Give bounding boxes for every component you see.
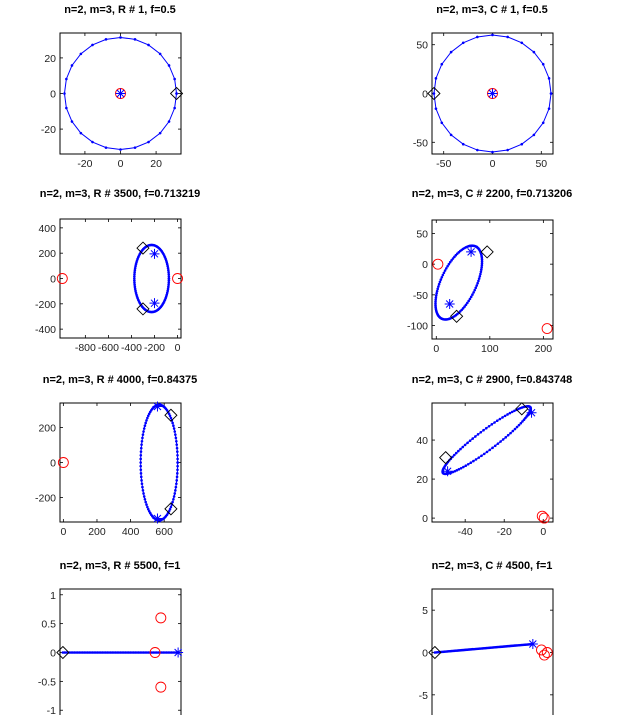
curve-point — [141, 437, 144, 440]
y-tick-label: 0 — [422, 647, 428, 660]
curve-point — [176, 450, 179, 453]
curve-point — [444, 269, 447, 272]
x-tick-label: 0 — [60, 526, 67, 538]
curve-point — [476, 282, 479, 285]
y-tick-label: -1 — [46, 705, 56, 715]
curve-point — [170, 506, 173, 509]
curve-point — [147, 44, 150, 47]
curve-point — [63, 92, 66, 95]
curve-point — [542, 121, 545, 124]
curve-point — [506, 36, 509, 39]
curve-point — [119, 148, 122, 151]
curve-point — [533, 51, 536, 54]
curve-point — [144, 422, 147, 425]
curve-point — [466, 442, 469, 445]
curve-point — [139, 458, 142, 461]
y-tick-label: 50 — [416, 228, 428, 241]
curve-point — [511, 411, 514, 414]
curve-point — [548, 77, 551, 80]
y-tick-label: -50 — [412, 137, 428, 150]
curve-point — [480, 454, 483, 457]
curve-point — [176, 458, 179, 461]
curve-point — [168, 120, 171, 123]
curve-point — [476, 149, 479, 152]
star-marker — [116, 89, 126, 99]
y-tick-label: 400 — [38, 222, 56, 235]
curve-point — [513, 409, 516, 412]
curve-point — [176, 465, 179, 468]
curve-point — [514, 428, 517, 431]
y-tick-label: -100 — [406, 320, 428, 333]
curve-point — [143, 427, 146, 430]
curve-point — [141, 440, 144, 443]
x-tick-label: -20 — [496, 526, 512, 538]
curve-point — [436, 288, 439, 291]
y-tick-label: -400 — [34, 324, 56, 337]
curve-point — [491, 34, 494, 37]
curve-point — [144, 501, 147, 504]
curve-point — [71, 120, 74, 123]
curve-point — [140, 468, 143, 471]
curve-point — [491, 151, 494, 154]
curve-point — [71, 64, 74, 67]
curve-point — [173, 430, 176, 433]
curve-point — [548, 107, 551, 110]
y-tick-label: 200 — [38, 422, 56, 435]
curve-point — [440, 63, 443, 66]
curve-point — [168, 277, 171, 280]
curve-point — [435, 77, 438, 80]
curve-point — [174, 433, 177, 436]
subplot-c4 — [419, 560, 553, 715]
curve-point — [140, 450, 143, 453]
y-tick-label: 0 — [50, 457, 56, 470]
curve-point — [499, 440, 502, 443]
subplot-c2 — [407, 188, 572, 355]
curve-point — [147, 414, 150, 417]
subplot-title: n=2, m=3, C # 4500, f=1 — [431, 560, 553, 572]
curve-point — [504, 436, 507, 439]
curve-point — [462, 41, 465, 44]
curve-point — [482, 429, 485, 432]
curve-point — [65, 78, 68, 81]
curve-point — [491, 423, 494, 426]
curve-point — [472, 460, 475, 463]
curve-point — [450, 51, 453, 54]
curve-point — [134, 146, 137, 149]
y-tick-label: -20 — [40, 124, 56, 137]
curve-point — [474, 435, 477, 438]
y-tick-label: 50 — [416, 39, 428, 52]
star-marker — [528, 639, 538, 649]
curve-point — [173, 107, 176, 110]
curve-point — [502, 438, 505, 441]
curve-point — [455, 452, 458, 455]
y-tick-label: 0 — [50, 88, 56, 101]
subplot-c1 — [413, 4, 553, 170]
axes-box — [432, 220, 553, 339]
curve-point — [493, 421, 496, 424]
curve-point — [520, 143, 523, 146]
curve-point — [441, 276, 444, 279]
star-marker — [152, 402, 162, 412]
curve-point — [169, 508, 172, 511]
curve-point — [144, 498, 147, 501]
curve-point — [146, 417, 149, 420]
curve-point — [139, 465, 142, 468]
curve-point — [488, 449, 491, 452]
curve-point — [471, 293, 474, 296]
curve-point — [477, 456, 480, 459]
curve-point — [462, 143, 465, 146]
curve-point — [477, 280, 480, 283]
curve-point — [480, 270, 483, 273]
curve-point — [469, 461, 472, 464]
x-tick-label: -40 — [457, 526, 473, 538]
curve-point — [176, 472, 179, 475]
curve-point — [176, 468, 179, 471]
axes-box — [60, 403, 181, 522]
curve-point — [140, 454, 143, 457]
x-tick-label: 200 — [88, 526, 106, 538]
subplot-r4 — [38, 560, 183, 715]
curve-point — [437, 285, 440, 288]
curve-point — [174, 489, 177, 492]
curve-point — [139, 461, 142, 464]
curve-point — [142, 430, 145, 433]
subplot-title: n=2, m=3, R # 1, f=0.5 — [64, 4, 176, 16]
subplot-title: n=2, m=3, C # 2200, f=0.713206 — [411, 188, 573, 200]
curve-point — [168, 64, 171, 67]
curve-point — [159, 132, 162, 135]
curve-point — [173, 492, 176, 495]
x-tick-label: 0 — [174, 342, 181, 354]
curve-point — [479, 431, 482, 434]
curve-point — [507, 434, 510, 437]
y-tick-label: 20 — [44, 52, 56, 65]
axes-box — [60, 219, 181, 338]
curve-point — [173, 495, 176, 498]
curve-point — [483, 453, 486, 456]
curve-point — [172, 498, 175, 501]
curve-point — [469, 439, 472, 442]
curve-point — [488, 425, 491, 428]
y-tick-label: 0 — [422, 513, 428, 526]
curve-point — [509, 412, 512, 415]
y-tick-label: -200 — [34, 298, 56, 311]
curve-point — [176, 476, 179, 479]
curve-point — [435, 107, 438, 110]
star-marker — [152, 514, 162, 524]
curve-point — [485, 427, 488, 430]
curve-point — [140, 443, 143, 446]
curve-point — [142, 433, 145, 436]
subplot-title: n=2, m=3, R # 3500, f=0.713219 — [39, 188, 201, 200]
x-tick-label: -600 — [97, 342, 119, 354]
curve-point — [172, 424, 175, 427]
y-tick-label: 0.5 — [41, 618, 56, 631]
y-tick-label: 0 — [422, 88, 428, 101]
curve-point — [170, 417, 173, 420]
curve-point — [471, 437, 474, 440]
curve-point — [140, 472, 143, 475]
curve-point — [501, 416, 504, 419]
curve-point — [176, 447, 179, 450]
x-tick-label: -200 — [143, 342, 166, 354]
axes-box — [432, 403, 553, 522]
y-tick-label: 1 — [50, 589, 56, 602]
curve-point — [450, 134, 453, 137]
curve-point — [175, 92, 178, 95]
curve-point — [175, 443, 178, 446]
curve-point — [159, 53, 162, 56]
curve-point — [476, 36, 479, 39]
curve-point — [65, 107, 68, 110]
curve-point — [140, 476, 143, 479]
curve-point — [147, 141, 150, 144]
subplot-r3 — [35, 374, 197, 538]
star-marker — [445, 299, 455, 309]
curve-point — [494, 444, 497, 447]
curve-point — [499, 418, 502, 421]
curve-point — [477, 433, 480, 436]
subplot-r2 — [35, 188, 200, 354]
y-tick-label: -200 — [34, 492, 56, 505]
curve-point — [145, 419, 148, 422]
curve-point — [175, 440, 178, 443]
curve-point — [173, 427, 176, 430]
curve-point — [433, 92, 436, 95]
curve-point — [459, 448, 462, 451]
curve-point — [462, 466, 465, 469]
curve-point — [472, 291, 475, 294]
x-tick-label: -400 — [120, 342, 142, 354]
curve-point — [91, 141, 94, 144]
x-tick-label: -20 — [77, 158, 93, 170]
subplot-title: n=2, m=3, R # 5500, f=1 — [59, 560, 181, 572]
curve-point — [504, 415, 507, 418]
curve-point — [438, 283, 441, 286]
curve-point — [105, 146, 108, 149]
y-tick-label: 200 — [38, 248, 56, 261]
curve-point — [479, 275, 482, 278]
curve-point — [464, 464, 467, 467]
curve-point — [518, 424, 521, 427]
curve-point — [542, 63, 545, 66]
subplot-title: n=2, m=3, C # 1, f=0.5 — [436, 4, 548, 16]
x-tick-label: 600 — [155, 526, 173, 538]
x-tick-label: 0 — [540, 526, 547, 538]
curve-point — [119, 36, 122, 39]
y-tick-label: 0 — [50, 647, 56, 660]
curve-point — [436, 290, 439, 293]
curve-point — [145, 503, 148, 506]
curve-point — [475, 284, 478, 287]
subplot-r1 — [41, 4, 183, 170]
curve-point — [467, 463, 470, 466]
curve-point — [176, 454, 179, 457]
x-tick-label: 50 — [535, 158, 548, 170]
curve-point — [140, 447, 143, 450]
curve-point — [176, 461, 179, 464]
curve-point — [496, 419, 499, 422]
x-tick-label: 100 — [481, 343, 499, 355]
y-tick-label: 40 — [416, 435, 428, 448]
x-tick-label: 0 — [117, 158, 124, 170]
star-marker — [443, 466, 453, 476]
curve-point — [141, 482, 144, 485]
curve-point — [550, 92, 553, 95]
star-marker — [527, 408, 537, 418]
x-tick-label: 400 — [121, 526, 140, 538]
curve-point — [141, 486, 144, 489]
curve-point — [142, 492, 145, 495]
curve-point — [175, 486, 178, 489]
curve-point — [453, 454, 456, 457]
curve-point — [478, 277, 481, 280]
curve-point — [474, 287, 477, 290]
curve-point — [473, 289, 476, 292]
y-tick-label: -5 — [418, 689, 428, 702]
curve-point — [142, 489, 145, 492]
curve-point — [457, 450, 460, 453]
curve-point — [512, 430, 515, 433]
curve-point — [440, 278, 443, 281]
y-tick-label: -0.5 — [37, 676, 56, 689]
subplot-c3 — [412, 374, 573, 538]
subplot-title: n=2, m=3, C # 2900, f=0.843748 — [411, 374, 573, 386]
x-tick-label: 20 — [150, 158, 162, 170]
curve-point — [134, 38, 137, 41]
star-marker — [173, 648, 183, 658]
curve-point — [146, 506, 149, 509]
curve-point — [533, 134, 536, 137]
x-tick-label: -800 — [74, 342, 96, 354]
star-marker — [149, 298, 159, 308]
curve-point — [520, 41, 523, 44]
subplot-title: n=2, m=3, R # 4000, f=0.84375 — [42, 374, 198, 386]
curve-point — [509, 432, 512, 435]
curve-point — [460, 467, 463, 470]
curve-point — [435, 292, 438, 295]
curve-point — [443, 271, 446, 274]
curve-point — [475, 458, 478, 461]
curve-point — [80, 132, 83, 135]
curve-point — [506, 149, 509, 152]
y-tick-label: 0 — [50, 273, 56, 286]
curve-point — [80, 53, 83, 56]
curve-point — [175, 437, 178, 440]
curve-point — [439, 281, 442, 284]
curve-point — [140, 479, 143, 482]
curve-point — [105, 38, 108, 41]
curve-point — [175, 482, 178, 485]
y-tick-label: 20 — [416, 474, 428, 487]
curve-point — [464, 444, 467, 447]
curve-point — [475, 246, 478, 249]
y-tick-label: 5 — [422, 605, 428, 618]
curve-point — [486, 451, 489, 454]
curve-point — [461, 446, 464, 449]
curve-point — [171, 422, 174, 425]
x-tick-label: 0 — [433, 343, 440, 355]
curve-point — [458, 468, 461, 471]
star-marker — [149, 249, 159, 259]
curve-point — [479, 273, 482, 276]
x-tick-label: -50 — [436, 158, 452, 170]
x-tick-label: 0 — [489, 158, 496, 170]
star-marker — [466, 247, 476, 257]
y-tick-label: 0 — [422, 259, 428, 272]
curve-point — [173, 78, 176, 81]
star-marker — [488, 89, 498, 99]
curve-point — [91, 44, 94, 47]
curve-point — [491, 447, 494, 450]
curve-point — [144, 424, 147, 427]
curve-point — [171, 501, 174, 504]
y-tick-label: -50 — [412, 289, 428, 302]
curve-point — [506, 413, 509, 416]
curve-point — [143, 495, 146, 498]
curve-point — [442, 274, 445, 277]
curve-point — [440, 121, 443, 124]
curve-point — [516, 426, 519, 429]
curve-point — [175, 479, 178, 482]
curve-point — [497, 442, 500, 445]
x-tick-label: 200 — [534, 343, 553, 355]
